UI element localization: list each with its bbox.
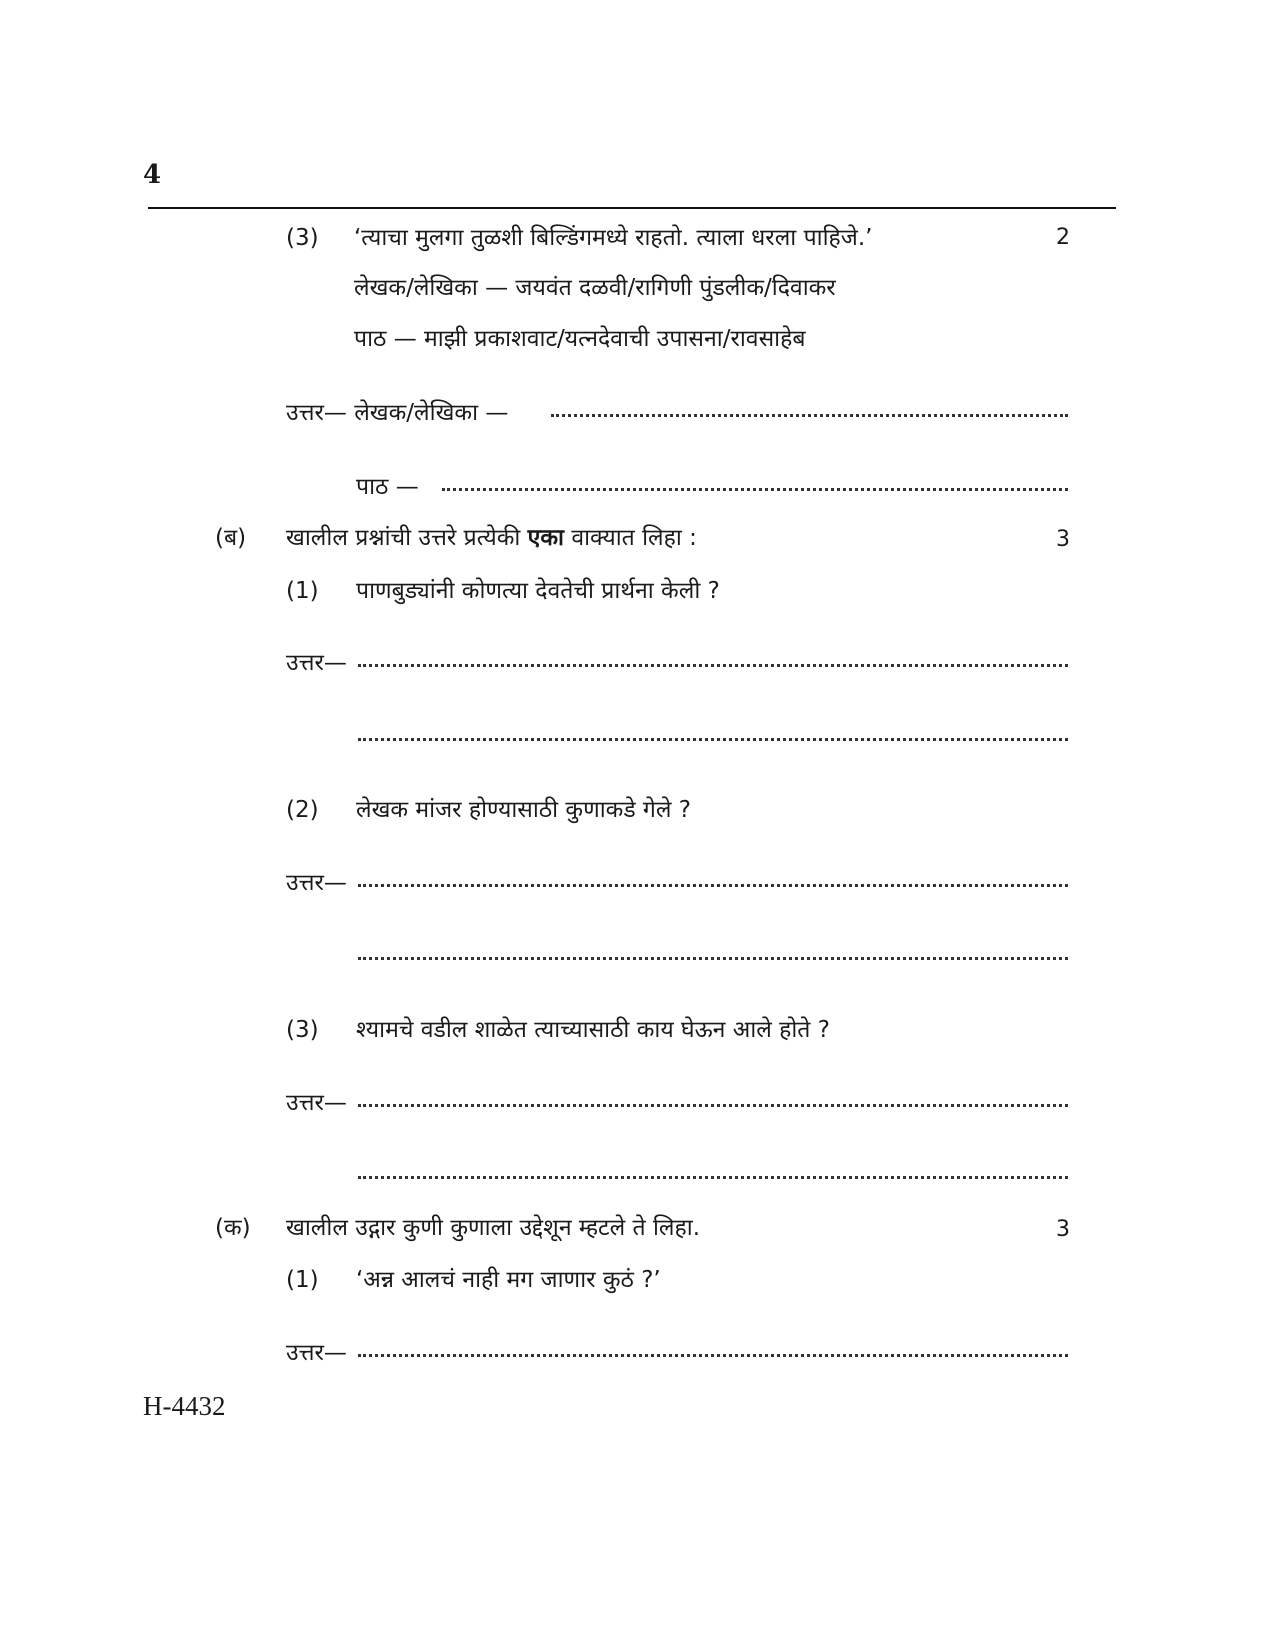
k-q1-number: (1) — [286, 1267, 319, 1293]
b-q3-number: (3) — [286, 1017, 319, 1043]
k-q1-answer-line[interactable] — [358, 1354, 1068, 1357]
q3-quote: ‘त्याचा मुलगा तुळशी बिल्डिंगमध्ये राहतो. त्याला धरला पाहिजे.’ — [354, 225, 873, 251]
b-q2-answer-label: उत्तर— — [286, 870, 347, 896]
q3-lesson-options: पाठ — माझी प्रकाशवाट/यत्नदेवाची उपासना/रावसाहेब — [354, 326, 806, 352]
b-q1-answer-line-2[interactable] — [358, 738, 1068, 741]
q3-answer-author-label: उत्तर— लेखक/लेखिका — — [286, 400, 509, 426]
b-q1-answer-line-1[interactable] — [358, 664, 1068, 667]
section-b-instruction — [286, 523, 697, 553]
section-k-marks: 3 — [1056, 1217, 1070, 1242]
section-b-marks: 3 — [1056, 527, 1070, 552]
q3-answer-lesson-line[interactable] — [442, 488, 1068, 491]
b-q1-number: (1) — [286, 578, 319, 604]
q3-number: (3) — [286, 225, 319, 251]
q3-marks: 2 — [1056, 225, 1070, 250]
b-q1-answer-label: उत्तर— — [286, 650, 347, 676]
b-q2-answer-line-1[interactable] — [358, 884, 1068, 887]
b-q2-number: (2) — [286, 797, 319, 823]
page-number: 4 — [143, 160, 162, 190]
q3-answer-lesson-label: पाठ — — [356, 474, 419, 500]
b-q2-text: लेखक मांजर होण्यासाठी कुणाकडे गेले ? — [356, 797, 691, 823]
q3-author-options: लेखक/लेखिका — जयवंत दळवी/रागिणी पुंडलीक/दिवाकर — [354, 275, 836, 301]
section-b-instruction-post: वाक्यात लिहा : — [571, 525, 697, 551]
section-b-instruction-bold: एका — [527, 525, 564, 551]
b-q3-answer-line-2[interactable] — [358, 1176, 1068, 1179]
k-q1-answer-label: उत्तर— — [286, 1340, 347, 1366]
section-b-instruction-pre: खालील प्रश्नांची उत्तरे प्रत्येकी — [286, 525, 521, 551]
b-q2-answer-line-2[interactable] — [358, 957, 1068, 960]
section-b-label: (ब) — [215, 525, 247, 551]
b-q1-text: पाणबुड्यांनी कोणत्या देवतेची प्रार्थना केली ? — [356, 578, 720, 604]
header-rule — [148, 207, 1116, 209]
section-k-instruction: खालील उद्गार कुणी कुणाला उद्देशून म्हटले ते लिहा. — [286, 1215, 700, 1241]
paper-code: H-4432 — [143, 1391, 226, 1421]
q3-answer-author-line[interactable] — [551, 414, 1068, 417]
b-q3-text: श्यामचे वडील शाळेत त्याच्यासाठी काय घेऊन आले होते ? — [356, 1017, 830, 1043]
k-q1-text: ‘अन्न आलचं नाही मग जाणार कुठं ?’ — [356, 1267, 661, 1293]
b-q3-answer-label: उत्तर— — [286, 1090, 347, 1116]
b-q3-answer-line-1[interactable] — [358, 1104, 1068, 1107]
section-k-label: (क) — [215, 1215, 251, 1241]
